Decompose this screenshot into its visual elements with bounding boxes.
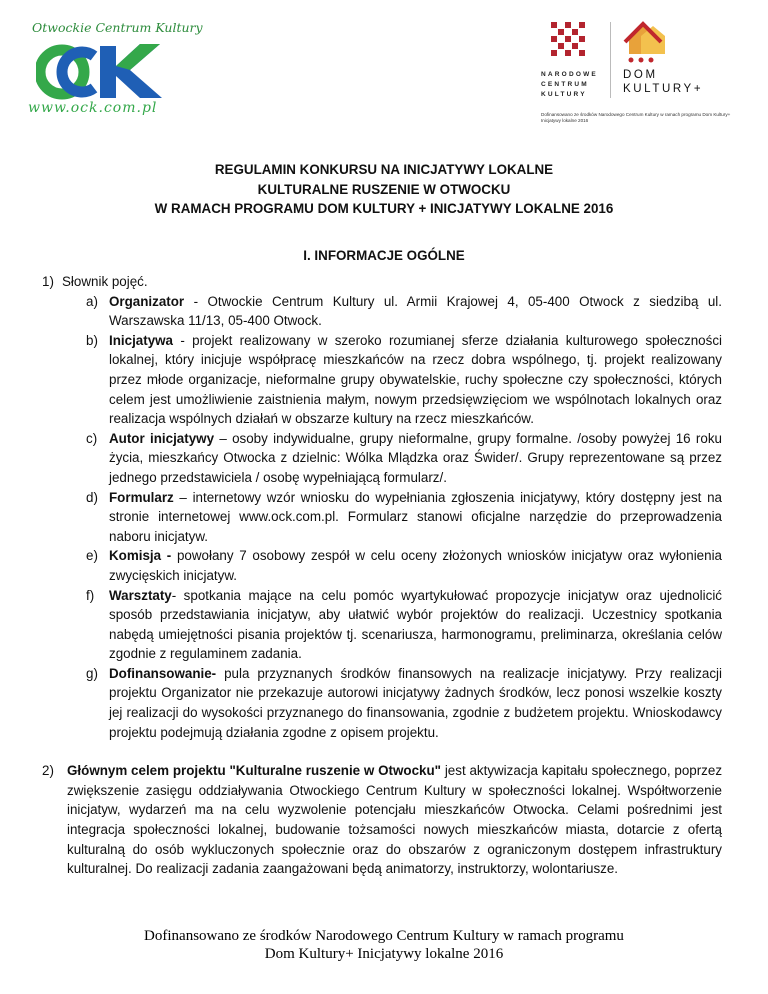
dom-kultury-house-icon — [623, 20, 667, 64]
definition-item — [42, 292, 722, 331]
point-1 — [42, 272, 722, 292]
item-letter: f) — [86, 587, 95, 603]
definition-term: Organizator — [109, 293, 185, 309]
dom-kultury-name: DOM KULTURY+ — [623, 69, 704, 95]
item-letter: b) — [86, 332, 98, 348]
ock-logo — [18, 14, 203, 124]
definition-item — [42, 664, 722, 742]
definition-text: - spotkania mające na celu pomóc wyartykułować propozycje inicjatyw oraz ujednolicić sposób przedstawiania inicjatyw, aby ułatwić wybór projektów do realizacji. Uczestnicy spotkania nabędą umiejętności pisania projektów tj. scenariusza, harmonogramu, preliminarza, określania celów zgodnie z regulaminem zadania. — [109, 587, 722, 662]
definition-term: Formularz — [109, 489, 174, 505]
definition-term: Inicjatywa — [109, 332, 174, 348]
definition-item — [42, 586, 722, 664]
footer-line-2: Dom Kultury+ Inicjatywy lokalne 2016 — [264, 946, 504, 962]
item-letter: c) — [86, 430, 98, 446]
item-letter: e) — [86, 548, 98, 564]
definition-text: pula przyznanych środków finansowych na realizacje inicjatywy. Przy realizacji projektu Organizator nie przekazuje autorowi inicjatywy żadnych środków, lecz ponosi wszelkie koszty jej realizacji do wysokości przyznanego do finansowania, zgodnie z budżetem projektu. Wnioskodawcy projektu podejmują działania zgodne z opisem projektu. — [109, 665, 722, 740]
page-footer — [0, 927, 768, 963]
item-letter: a) — [86, 293, 98, 309]
definition-text: - projekt realizowany w szeroko rozumianej sferze działania kulturowego społeczności lokalnej, który inicjuje współpracę mieszkańców na rzecz dobra wspólnego, tj. projekt realizowany przez młode organizacje, nieformalne grupy obywatelskie, ruchy społeczne czy społeczności, których celem jest umożliwienie zaistnienia małym, nowym przedsięwzięciom we wspólnotach lokalnych oraz realizacja wspólnych działań w obszarze kultury na rzecz mieszkańców. — [109, 332, 722, 427]
definition-item — [42, 488, 722, 547]
definition-text: – osoby indywidualne, grupy nieformalne, grupy formalne. /osoby powyżej 16 roku życia, mieszkańcy Otwocka z dzielnic: Wólka Mlądzka oraz Świder/. Grupy reprezentowane są przez jednego przedstawiciela / osobę wypełniającą formularz/. — [109, 430, 722, 485]
footer-line-1: Dofinansowano ze środków Narodowego Centrum Kultury w ramach programu — [144, 928, 624, 944]
definition-text: – internetowy wzór wniosku do wypełniania zgłoszenia inicjatywy, który dostępny jest na stronie internetowej www.ock.com.pl. Formularz stanowi oficjalne narzędzie do przeprowadzenia naboru inicjatyw. — [109, 489, 722, 544]
definition-term: Warsztaty — [109, 587, 172, 603]
point-text: jest aktywizacja kapitału społecznego, poprzez zwiększenie zasięgu oddziaływania Otwockiego Centrum Kultury w społeczności lokalnej. Współtworzenie inicjatyw, wydarzeń ma na celu wyzwolenie potencjału mieszkańców Otwocka. Celami pośrednimi jest integracja społeczności lokalnej, budowanie tożsamości nowych mieszkańców miasta, dotarcie z ofertą kulturalną do osób wykluczonych społecznie oraz do obszarów z ograniczonym dostępem infrastruktury kulturalnej. Do realizacji zadania zaangażowani będą animatorzy, instruktorzy, wolontariusze. — [67, 763, 723, 877]
point-number: 2) — [42, 763, 54, 779]
logo-divider — [610, 22, 611, 98]
ock-url: www.ock.com.pl — [28, 100, 158, 116]
nck-dk-logos — [535, 20, 760, 130]
ock-logo-mark-icon — [36, 42, 166, 100]
section-heading: I. INFORMACJE OGÓLNE — [303, 248, 465, 263]
definition-term: Dofinansowanie- — [109, 665, 217, 681]
definition-text: powołany 7 osobowy zespół w celu oceny złożonych wniosków inicjatyw oraz wyłonienia zwycięskich inicjatyw. — [109, 548, 722, 583]
point-text: Słownik pojęć. — [62, 274, 148, 289]
point-number: 1) — [42, 274, 54, 289]
nck-emblem-icon — [551, 20, 585, 60]
definition-item — [42, 429, 722, 488]
definition-item — [42, 546, 722, 585]
definition-item — [42, 331, 722, 429]
title-line-1: REGULAMIN KONKURSU NA INICJATYWY LOKALNE — [214, 162, 554, 177]
item-letter: d) — [86, 489, 98, 505]
definition-term: Autor inicjatywy — [109, 430, 215, 446]
title-line-2: KULTURALNE RUSZENIE W OTWOCKU — [257, 181, 511, 197]
document-body — [42, 272, 722, 879]
point-2 — [42, 761, 722, 879]
document-title — [0, 160, 768, 219]
title-line-3: W RAMACH PROGRAMU DOM KULTURY + INICJATYWY LOKALNE 2016 — [154, 201, 614, 216]
definition-term: Komisja - — [109, 548, 172, 564]
definition-text: - Otwockie Centrum Kultury ul. Armii Krajowej 4, 05-400 Otwock z siedzibą ul. Warszawska 11/13, 05-400 Otwock. — [109, 293, 722, 329]
nck-name: NARODOWE CENTRUM KULTURY — [541, 71, 598, 98]
item-letter: g) — [86, 665, 98, 681]
point-lead: Głównym celem projektu "Kulturalne ruszenie w Otwocku" — [67, 763, 442, 779]
logo-funding-note: Dofinansowano ze środków Narodowego Centrum Kultury w ramach programu Dom Kultury+ Inicjatywy lokalne 2016 — [541, 112, 731, 123]
ock-brand-name: Otwockie Centrum Kultury — [32, 20, 203, 35]
